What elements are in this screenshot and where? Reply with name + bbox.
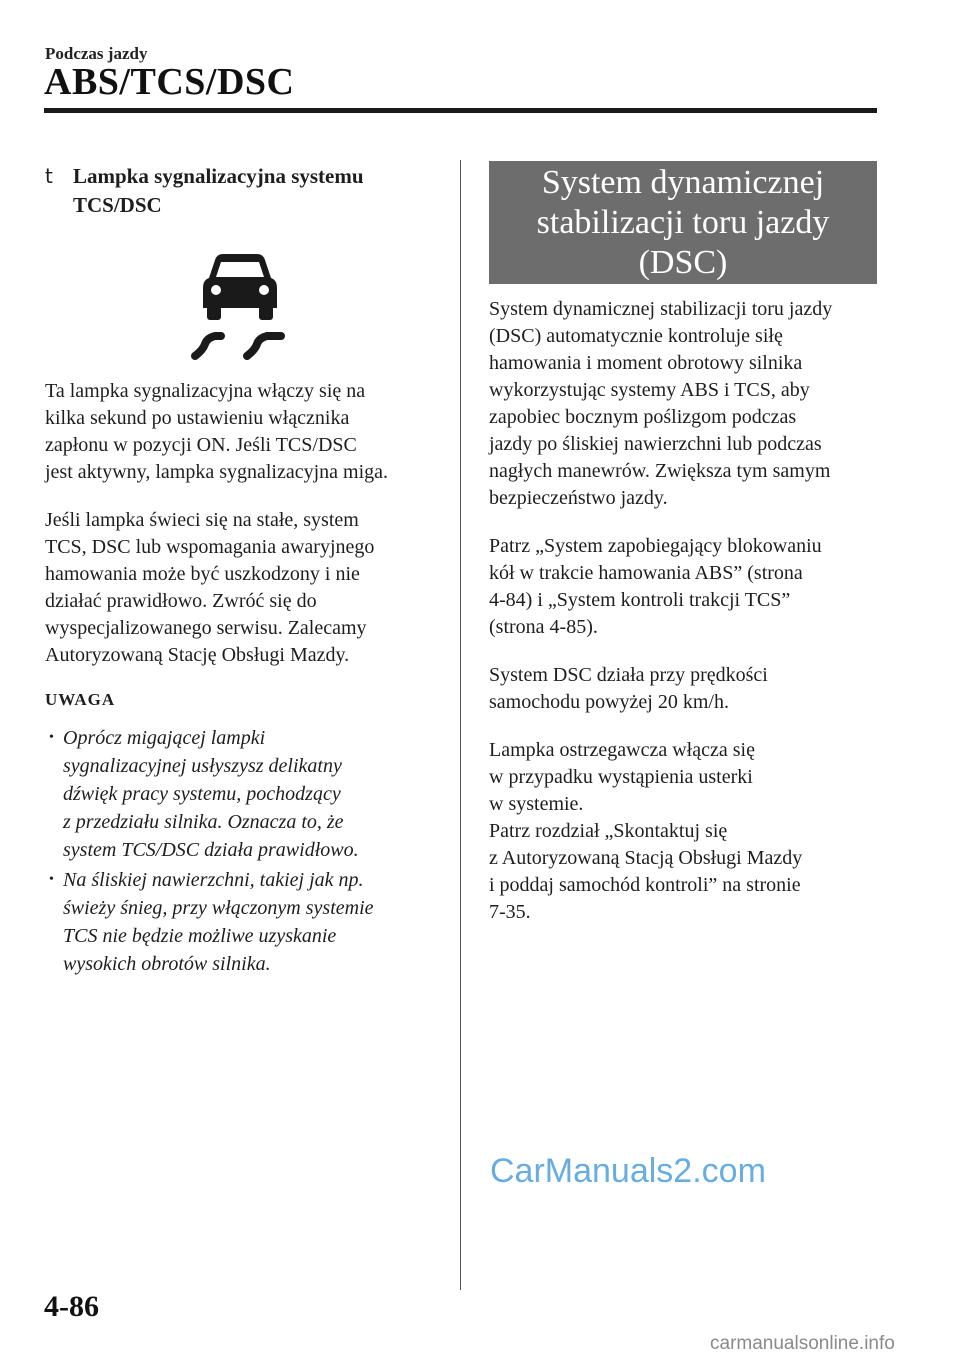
- text-line: (strona 4-85).: [489, 616, 598, 638]
- text-line: jazdy po śliskiej nawierzchni lub podczas: [489, 433, 822, 455]
- text-line: zapłonu w pozycji ON. Jeśli TCS/DSC: [45, 434, 357, 456]
- dsc-section-banner: [489, 161, 877, 284]
- column-divider: [460, 160, 461, 1290]
- lamp-fault-paragraph: [45, 507, 445, 669]
- text-line: System dynamicznej stabilizacji toru jazdy: [489, 298, 833, 320]
- text-line: kilka sekund po ustawieniu włącznika: [45, 407, 350, 429]
- text-line: dźwięk pracy systemu, pochodzący: [63, 783, 341, 805]
- text-line: Lampka ostrzegawcza włącza się: [489, 739, 755, 761]
- text-line: 7-35.: [489, 901, 531, 923]
- text-line: w przypadku wystąpienia usterki: [489, 766, 753, 788]
- text-line: Jeśli lampka świeci się na stałe, system: [45, 509, 359, 531]
- text-line: Oprócz migającej lampki: [63, 727, 266, 749]
- text-line: Na śliskiej nawierzchni, takiej jak np.: [63, 869, 364, 891]
- heading-text: [73, 162, 364, 220]
- text-line: wyspecjalizowanego serwisu. Zalecamy: [45, 617, 367, 639]
- text-line: Autoryzowaną Stację Obsługi Mazdy.: [45, 644, 350, 666]
- banner-line: System dynamicznej: [541, 164, 825, 201]
- text-line: świeży śnieg, przy włączonym systemie: [63, 897, 374, 919]
- text-line: nagłych manewrów. Zwiększa tym samym: [489, 460, 831, 482]
- text-line: w systemie.: [489, 793, 584, 815]
- text-line: jest aktywny, lampka sygnalizacyjna miga.: [45, 461, 389, 483]
- heading-line: TCS/DSC: [73, 193, 162, 217]
- text-line: Patrz rozdział „Skontaktuj się: [489, 820, 728, 842]
- lamp-description-paragraph: [45, 378, 445, 486]
- note-label: UWAGA: [45, 690, 116, 709]
- text-line: TCS nie będzie możliwe uzyskanie: [63, 925, 337, 947]
- note-list: [45, 724, 445, 978]
- note-item: [45, 724, 445, 864]
- text-line: Patrz „System zapobiegający blokowaniu: [489, 535, 822, 557]
- text-line: i poddaj samochód kontroli” na stronie: [489, 874, 801, 896]
- watermark-logo: CarManuals2.com: [490, 1152, 766, 1190]
- cross-reference-paragraph: [489, 533, 884, 641]
- banner-line: stabilizacji toru jazdy: [536, 204, 830, 241]
- text-line: działać prawidłowo. Zwróć się do: [45, 590, 317, 612]
- icon-container: [45, 246, 445, 364]
- footer-site: carmanualsonline.info: [710, 1333, 895, 1354]
- text-line: (DSC) automatycznie kontroluje siłę: [489, 325, 783, 347]
- right-column: [489, 296, 884, 947]
- text-line: zapobiec bocznym poślizgom podczas: [489, 406, 797, 428]
- speed-paragraph: [489, 662, 884, 716]
- tcs-dsc-skidding-car-icon: [185, 246, 295, 364]
- text-line: system TCS/DSC działa prawidłowo.: [63, 839, 359, 861]
- note-item: [45, 866, 445, 978]
- text-line: z Autoryzowaną Stacją Obsługi Mazdy: [489, 847, 803, 869]
- text-line: sygnalizacyjnej usłyszysz delikatny: [63, 755, 342, 777]
- text-line: samochodu powyżej 20 km/h.: [489, 691, 729, 713]
- text-line: hamowania i moment obrotowy silnika: [489, 352, 803, 374]
- text-line: bezpieczeństwo jazdy.: [489, 487, 668, 509]
- chapter-title: ABS/TCS/DSC: [44, 61, 295, 103]
- heading-line: Lampka sygnalizacyjna systemu: [73, 164, 364, 188]
- page-number: 4-86: [44, 1290, 99, 1323]
- text-line: z przedziału silnika. Oznacza to, że: [63, 811, 344, 833]
- text-line: System DSC działa przy prędkości: [489, 664, 768, 686]
- bullet-marker: t: [45, 164, 53, 188]
- header-rule: [44, 108, 877, 113]
- text-line: 4-84) i „System kontroli trakcji TCS”: [489, 589, 791, 611]
- banner-line: (DSC): [638, 244, 728, 281]
- text-line: Ta lampka sygnalizacyjna włączy się na: [45, 380, 366, 402]
- text-line: hamowania może być uszkodzony i nie: [45, 563, 360, 585]
- warning-light-paragraph: [489, 737, 884, 926]
- text-line: kół w trakcie hamowania ABS” (strona: [489, 562, 803, 584]
- text-line: wykorzystując systemy ABS i TCS, aby: [489, 379, 810, 401]
- section-label: Podczas jazdy: [45, 44, 148, 63]
- text-line: TCS, DSC lub wspomagania awaryjnego: [45, 536, 375, 558]
- dsc-description-paragraph: [489, 296, 884, 512]
- text-line: wysokich obrotów silnika.: [63, 953, 271, 975]
- warning-light-heading: [45, 162, 445, 220]
- left-column: [45, 160, 445, 980]
